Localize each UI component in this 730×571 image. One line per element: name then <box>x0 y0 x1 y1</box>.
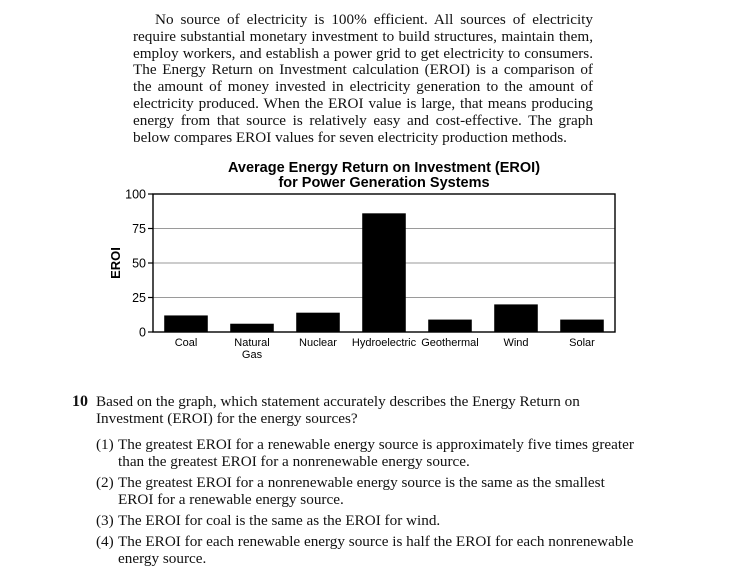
choice-4[interactable] <box>96 533 642 567</box>
choice-3[interactable] <box>96 512 642 529</box>
choice-1-number: (1) <box>96 436 114 453</box>
choice-1-text: The greatest EROI for a renewable energy source is approximately five times greater than the greatest EROI for a nonrenewable energy source. <box>118 436 634 470</box>
x-category-label-natural-gas-2: Gas <box>241 349 263 361</box>
bar-wind <box>494 304 538 332</box>
x-category-label-coal: Coal <box>174 337 198 349</box>
question-number: 10 <box>72 393 88 410</box>
x-category-label-natural-gas-1: Natural <box>234 337 270 349</box>
passage-text: No source of electricity is 100% efficient. All sources of electricity require substantial monetary investment to build structures, maintain them, employ workers, and establish a power grid to get electricity to consumers. The Energy Return on Investment calculation (EROI) is a comparison of the amount of money invested in electricity generation to the amount of electricity produced. When the EROI value is large, that means producing energy from that source is relatively easy and cost-effective. The graph below compares EROI values for seven electricity production methods. <box>133 11 593 146</box>
bar-nuclear <box>296 313 340 332</box>
x-category-label-hydroelectric: Hydroelectric <box>351 337 417 349</box>
y-tick-label-75: 75 <box>132 222 146 236</box>
y-axis-ticks <box>125 188 153 340</box>
bar-geothermal <box>428 320 472 332</box>
y-axis-label: EROI <box>108 247 123 279</box>
x-category-label-solar: Solar <box>569 337 595 349</box>
x-category-label-geothermal: Geothermal <box>421 337 479 349</box>
choice-1[interactable] <box>96 436 642 470</box>
bar-natural-gas <box>230 324 274 332</box>
bar-coal <box>164 315 208 332</box>
bar-solar <box>560 320 604 332</box>
x-category-label-wind: Wind <box>503 337 529 349</box>
y-tick-label-100: 100 <box>125 187 146 202</box>
y-tick-label-25: 25 <box>132 291 146 305</box>
chart-title-line-2: for Power Generation Systems <box>278 175 490 191</box>
choice-2[interactable] <box>96 474 642 508</box>
answer-choices <box>96 436 642 567</box>
bar-hydroelectric <box>362 213 406 332</box>
choice-4-number: (4) <box>96 533 114 550</box>
x-category-label-nuclear: Nuclear <box>299 337 337 349</box>
choice-3-text: The EROI for coal is the same as the EROI for wind. <box>118 512 441 529</box>
choice-2-text: The greatest EROI for a nonrenewable energy source is the same as the smallest EROI for a renewable energy source. <box>118 474 605 508</box>
choice-4-text: The EROI for each renewable energy source is half the EROI for each nonrenewable energy source. <box>118 533 634 567</box>
chart-title-line-1: Average Energy Return on Investment (EROI) <box>227 160 541 176</box>
x-axis-categories <box>175 337 595 361</box>
question-stem: Based on the graph, which statement accurately describes the Energy Return on Investment (EROI) for the energy sources? <box>96 393 580 427</box>
bars <box>164 213 604 332</box>
choice-2-number: (2) <box>96 474 114 491</box>
y-tick-label-50: 50 <box>132 256 146 271</box>
y-tick-label-0: 0 <box>139 325 146 340</box>
question-10 <box>72 393 642 571</box>
choice-3-number: (3) <box>96 512 114 529</box>
